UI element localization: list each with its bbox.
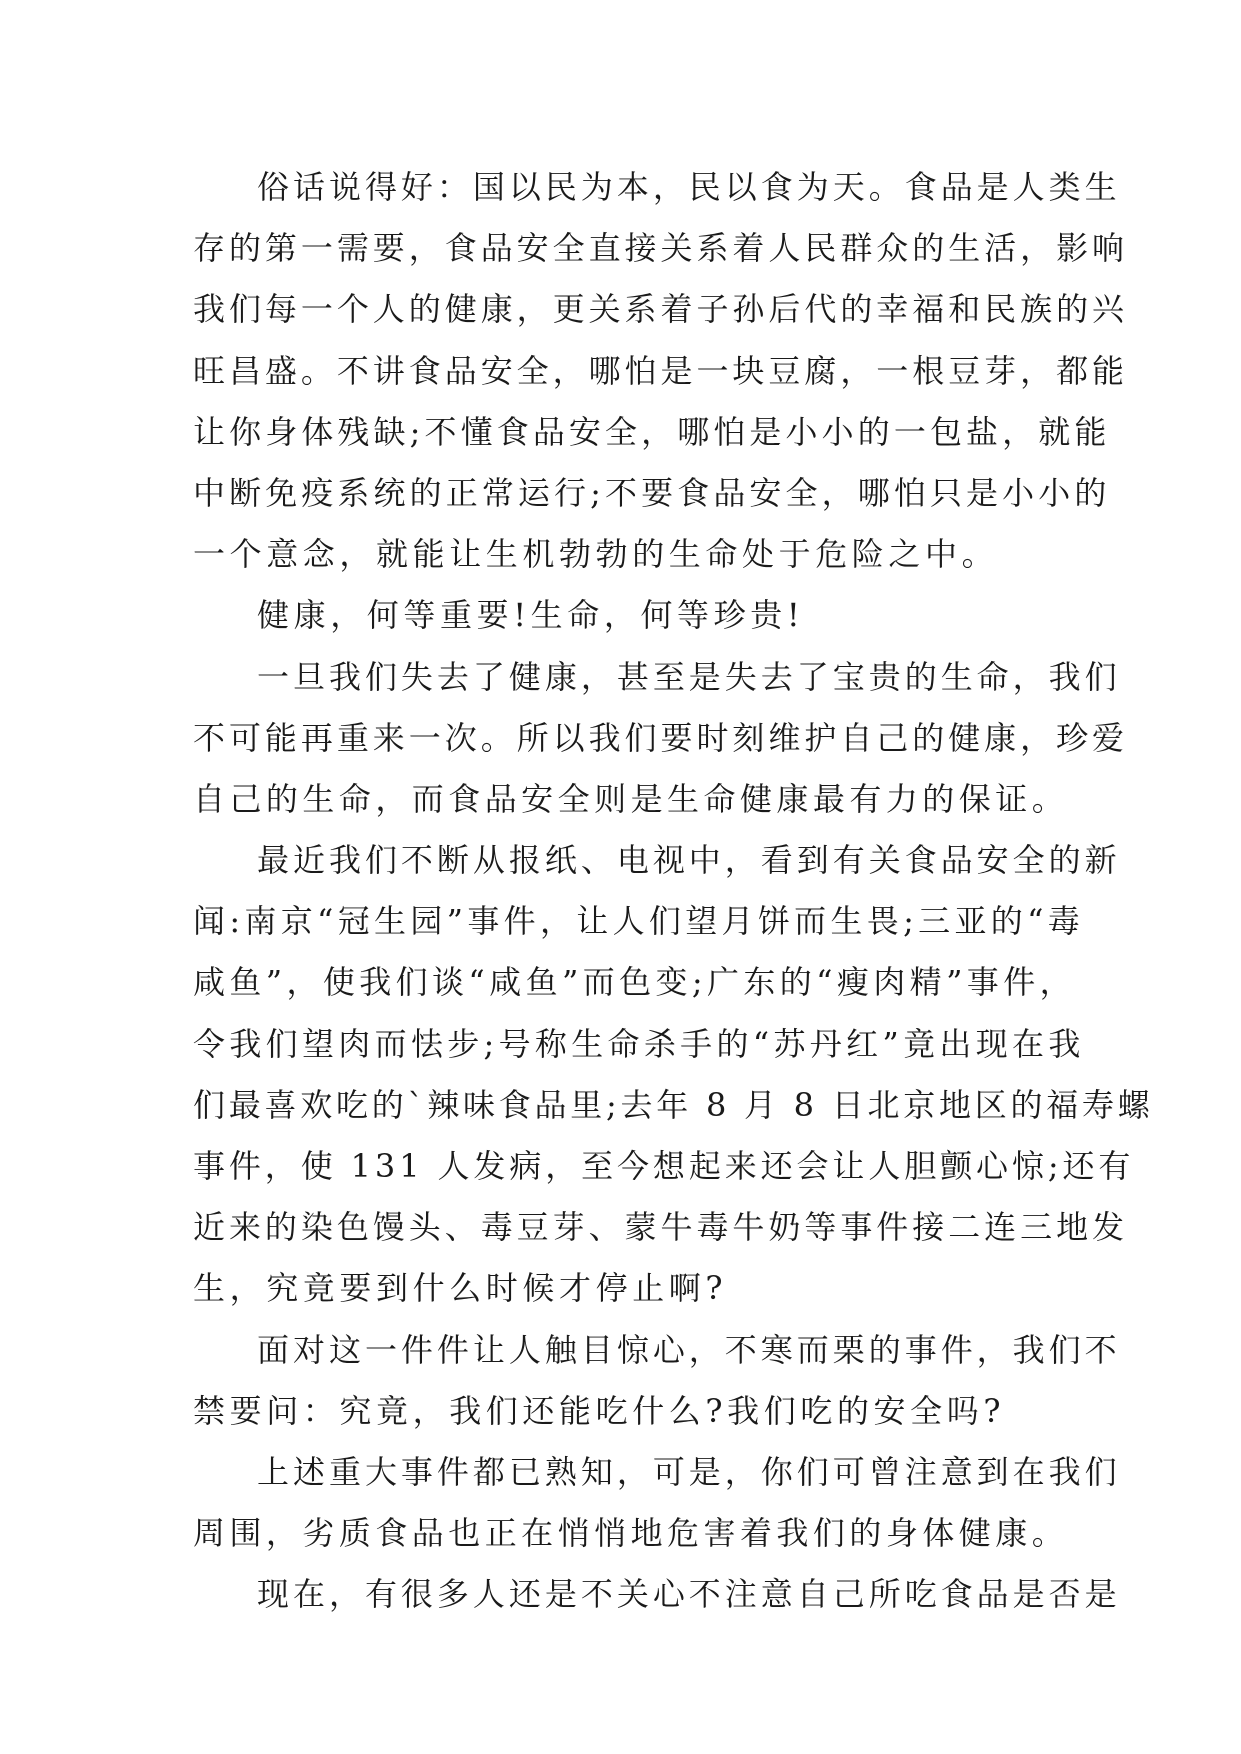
- text-line: 生，究竟要到什么时候才停止啊?: [193, 1269, 728, 1308]
- text-line: 不可能再重来一次。所以我们要时刻维护自己的健康，珍爱: [193, 718, 1129, 757]
- text-line: 一个意念，就能让生机勃勃的生命处于危险之中。: [193, 535, 999, 574]
- text-line: 让你身体残缺;不懂食品安全，哪怕是小小的一包盐，就能: [193, 412, 1111, 451]
- text-line: 现在，有很多人还是不关心不注意自己所吃食品是否是: [257, 1575, 1121, 1614]
- text-line: 存的第一需要，食品安全直接关系着人民群众的生活，影响: [193, 229, 1129, 268]
- text-line: 近来的染色馒头、毒豆芽、蒙牛毒牛奶等事件接二连三地发: [193, 1208, 1129, 1247]
- text-line: 闻:南京“冠生园”事件，让人们望月饼而生畏;三亚的“毒: [193, 902, 1085, 941]
- text-line: 事件，使 131 人发病，至今想起来还会让人胆颤心惊;还有: [193, 1147, 1135, 1185]
- text-line: 咸鱼”，使我们谈“咸鱼”而色变;广东的“瘦肉精”事件，: [193, 963, 1076, 1002]
- text-line: 旺昌盛。不讲食品安全，哪怕是一块豆腐，一根豆芽，都能: [193, 351, 1129, 390]
- text-line: 周围，劣质食品也正在悄悄地危害着我们的身体健康。: [193, 1514, 1069, 1553]
- text-line: 中断免疫系统的正常运行;不要食品安全，哪怕只是小小的: [193, 473, 1111, 512]
- text-line: 一旦我们失去了健康，甚至是失去了宝贵的生命，我们: [257, 657, 1121, 696]
- text-line: 上述重大事件都已熟知，可是，你们可曾注意到在我们: [257, 1452, 1121, 1491]
- text-line: 禁要问：究竟，我们还能吃什么?我们吃的安全吗?: [193, 1391, 1006, 1430]
- text-line: 自己的生命，而食品安全则是生命健康最有力的保证。: [193, 779, 1069, 818]
- document-body: [193, 157, 1154, 1626]
- text-line: 最近我们不断从报纸、电视中，看到有关食品安全的新: [257, 841, 1121, 880]
- text-line: 健康，何等重要!生命，何等珍贵!: [257, 596, 805, 635]
- text-line: 俗话说得好：国以民为本，民以食为天。食品是人类生: [257, 168, 1121, 206]
- text-line: 面对这一件件让人触目惊心，不寒而栗的事件，我们不: [257, 1330, 1121, 1369]
- text-line: 我们每一个人的健康，更关系着子孙后代的幸福和民族的兴: [193, 290, 1129, 329]
- text-line: 们最喜欢吃的`辣味食品里;去年 8 月 8 日北京地区的福寿螺: [193, 1085, 1154, 1124]
- text-line: 令我们望肉而怯步;号称生命杀手的“苏丹红”竟出现在我: [193, 1024, 1085, 1063]
